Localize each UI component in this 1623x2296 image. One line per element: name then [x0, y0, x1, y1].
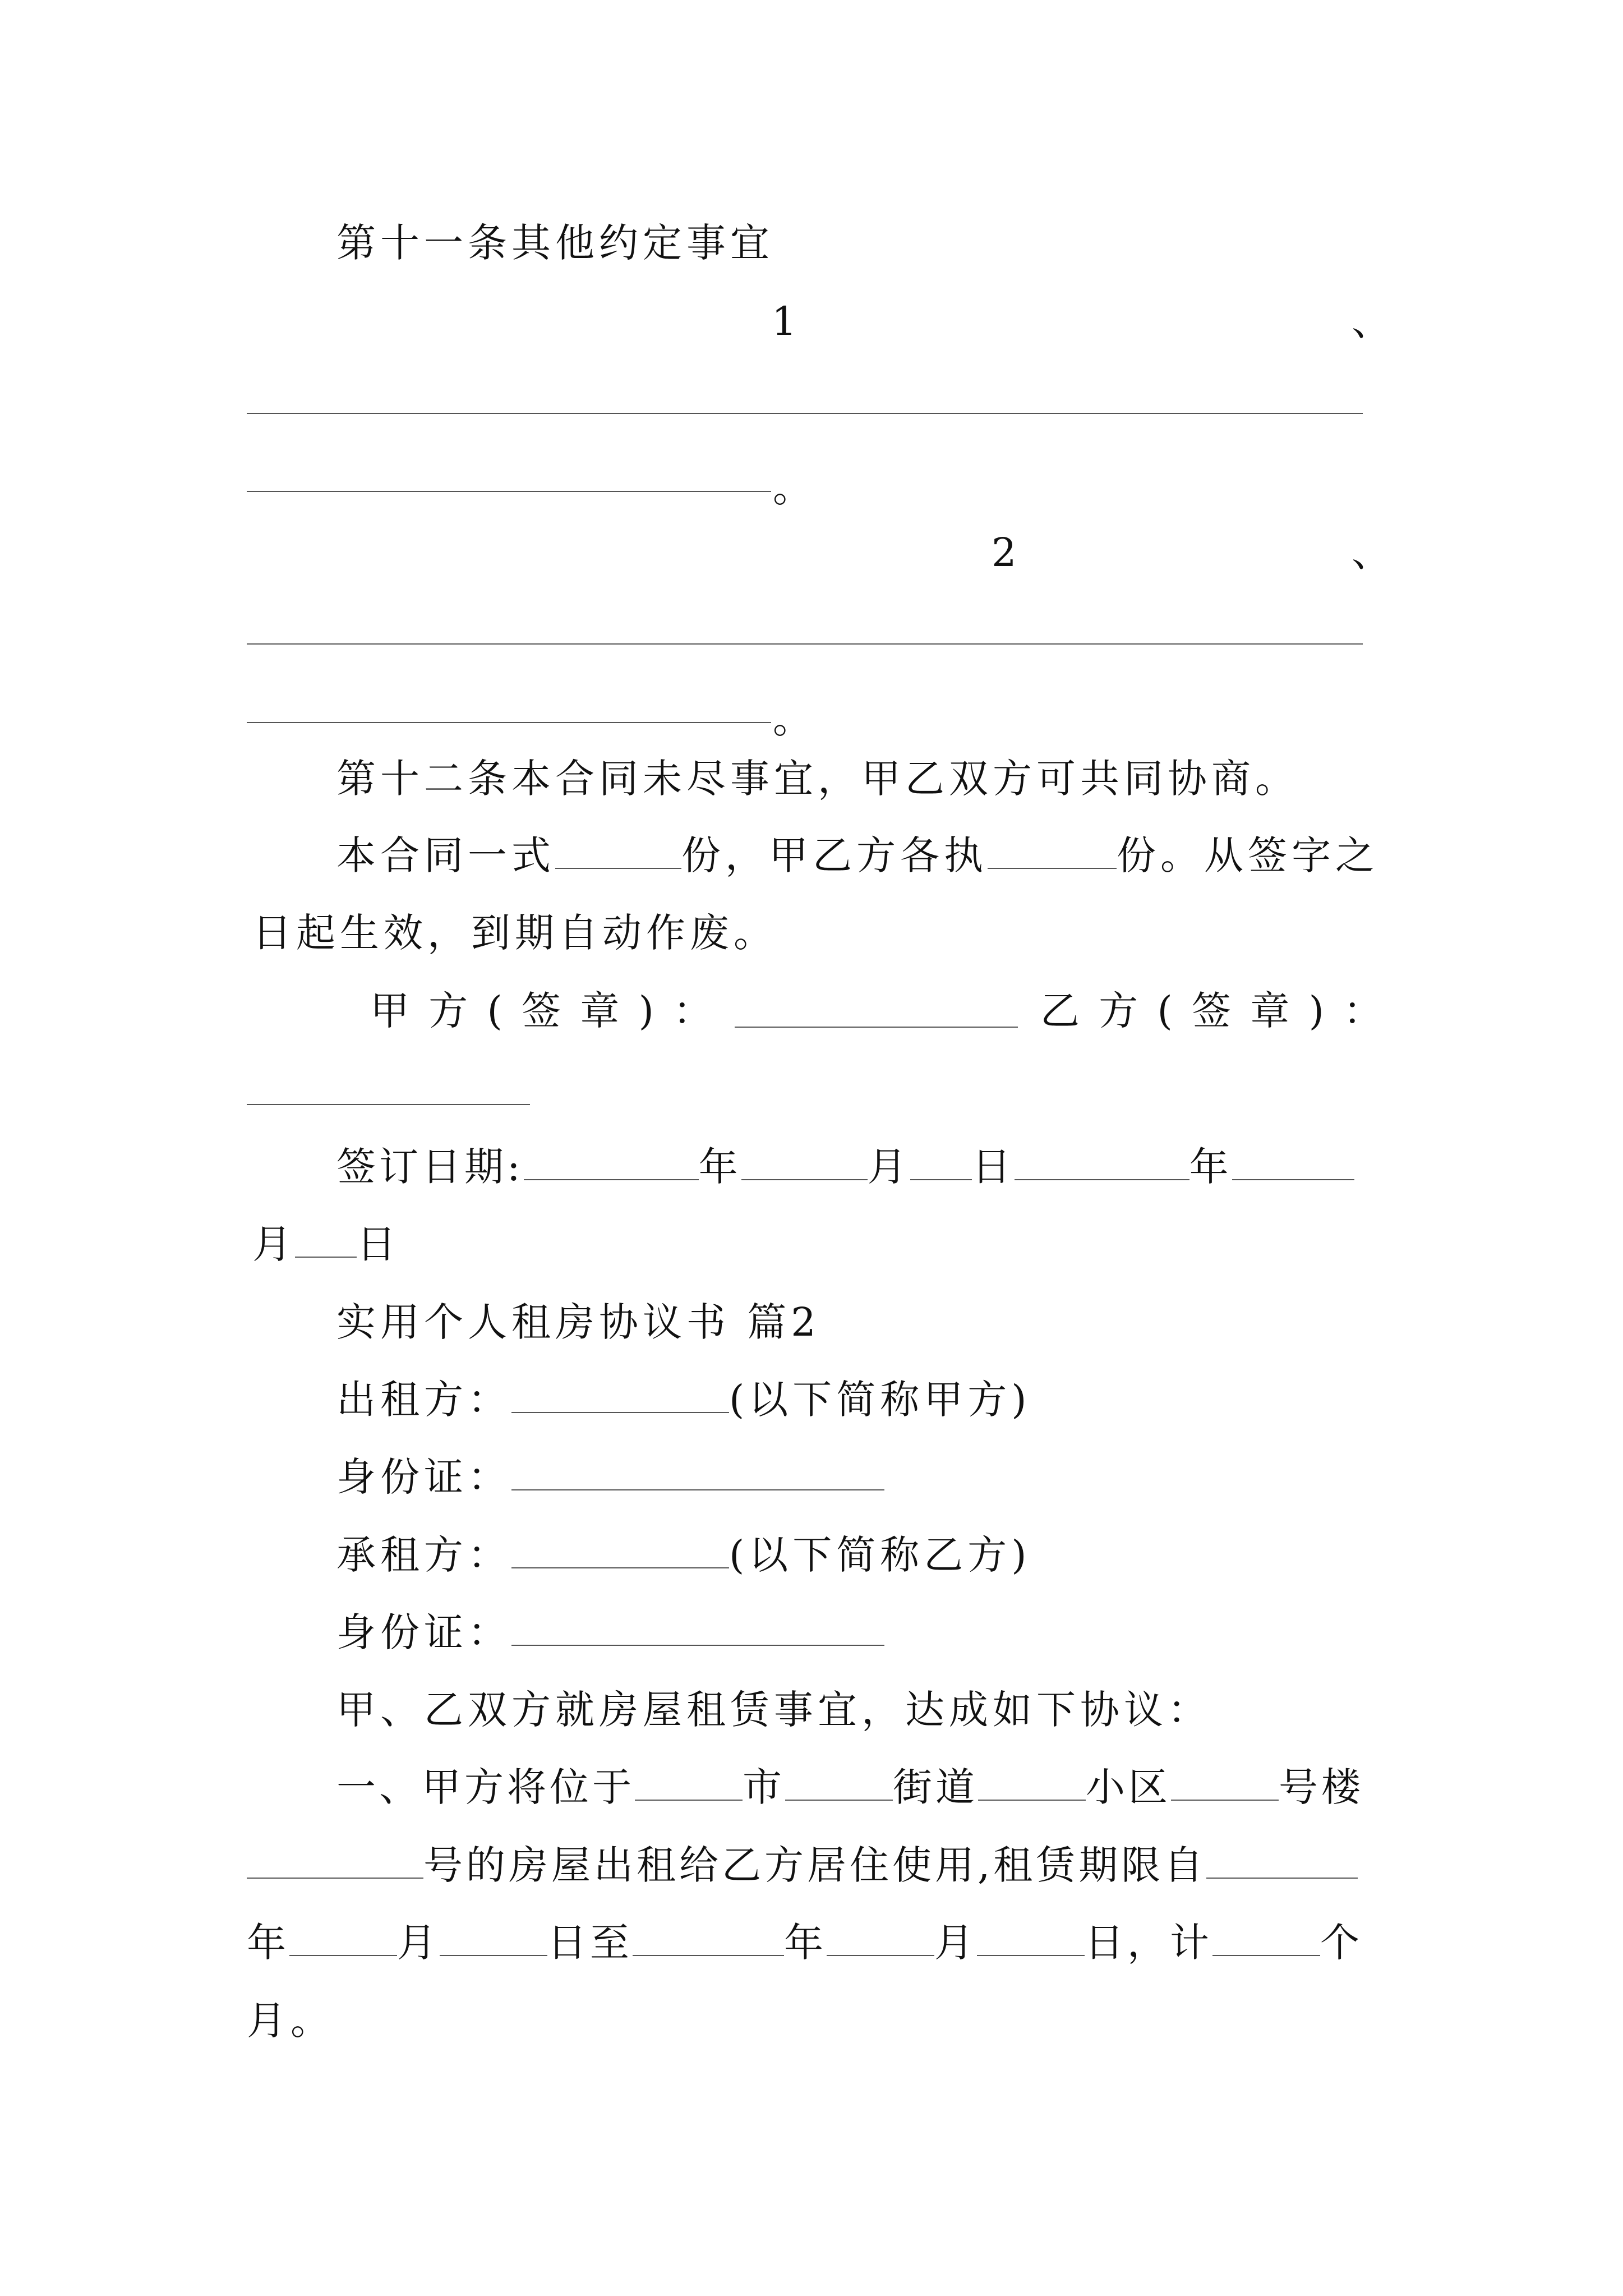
clause-1-line-3 — [247, 1915, 1363, 1971]
date-b-year: 年 — [1189, 1144, 1232, 1190]
clause-1-day-2: 日，计 — [1085, 1920, 1212, 1966]
lessee-id-blank — [511, 1610, 884, 1646]
community-blank — [978, 1765, 1086, 1801]
lessee-blank — [511, 1533, 729, 1568]
clause-1-month-1: 月 — [397, 1920, 440, 1966]
date-a-year: 年 — [698, 1144, 741, 1190]
lessee-label: 承租方： — [336, 1532, 511, 1578]
clause-1-city: 市 — [743, 1764, 785, 1810]
article-12-title: 第十二条本合同未尽事宜，甲乙双方可共同协商。 — [336, 756, 1299, 802]
duration-blank — [1212, 1920, 1320, 1956]
clause-1-year-1: 年 — [247, 1920, 289, 1966]
date-a-year-blank — [524, 1144, 699, 1180]
lessor-id-line — [336, 1449, 884, 1505]
city-blank — [635, 1765, 743, 1801]
room-blank — [247, 1843, 423, 1879]
copies-total-blank — [555, 833, 681, 869]
party-b-sign-blank — [247, 1104, 530, 1105]
item-2-end: 。 — [773, 696, 817, 742]
start-year-blank — [1206, 1843, 1358, 1879]
street-blank — [785, 1765, 893, 1801]
lessor-label: 出租方： — [336, 1377, 511, 1423]
date-b-day-blank — [295, 1222, 357, 1258]
date-a-day-blank — [910, 1144, 972, 1180]
lessor-blank — [511, 1377, 729, 1413]
item-1-fill-line-2 — [247, 491, 771, 492]
lessor-suffix: (以下简称甲方) — [729, 1377, 1031, 1423]
date-a-month-blank — [741, 1144, 868, 1180]
start-day-blank — [440, 1920, 547, 1956]
copies-text-b: 份，甲乙方各执 — [681, 832, 988, 878]
clause-1-room: 号的房屋出租给乙方居住使用,租赁期限自 — [423, 1842, 1207, 1888]
lessor-line — [336, 1372, 1031, 1428]
article-11-title: 第十一条其他约定事宜 — [336, 220, 774, 266]
lessee-id-line — [336, 1604, 884, 1660]
item-2-fill-line-2 — [247, 722, 771, 723]
copies-line — [336, 827, 1379, 884]
clause-1-community: 小区 — [1086, 1764, 1171, 1810]
date-b-day: 日 — [357, 1221, 399, 1267]
clause-1-day-to: 日至 — [547, 1920, 633, 1966]
date-a-month: 月 — [867, 1144, 910, 1190]
clause-1-month-2: 月 — [934, 1920, 977, 1966]
date-b-year-blank — [1015, 1144, 1189, 1180]
clause-1-building: 号楼 — [1279, 1764, 1364, 1810]
start-month-blank — [289, 1920, 397, 1956]
copies-line-2: 日起生效，到期自动作废。 — [252, 910, 777, 956]
item-1-end: 。 — [773, 465, 817, 511]
lessor-id-label: 身份证： — [336, 1454, 511, 1500]
agreement-intro: 甲、乙双方就房屋租赁事宜，达成如下协议： — [336, 1687, 1211, 1733]
party-b-sign-label: 乙 方 ( 签 章 ) ： — [1040, 988, 1386, 1034]
clause-1-unit: 个 — [1320, 1920, 1363, 1966]
end-day-blank — [977, 1920, 1085, 1956]
end-month-blank — [827, 1920, 934, 1956]
lessee-id-label: 身份证： — [336, 1609, 511, 1655]
clause-1-year-2: 年 — [784, 1920, 827, 1966]
clause-1-line-1 — [336, 1759, 1364, 1815]
clause-1-text-a: 一、甲方将位于 — [336, 1764, 635, 1810]
date-a-day: 日 — [971, 1144, 1015, 1190]
clause-1-street: 街道 — [893, 1764, 978, 1810]
section-2-heading: 实用个人租房协议书 篇2 — [336, 1299, 820, 1345]
lessee-line — [336, 1527, 1031, 1583]
lessee-suffix: (以下简称乙方) — [729, 1532, 1031, 1578]
item-2-fill-line — [247, 643, 1363, 645]
item-2-separator: 、 — [1352, 530, 1391, 576]
sign-date-line-2 — [252, 1216, 399, 1272]
copies-each-blank — [988, 833, 1117, 869]
copies-text-a: 本合同一式 — [336, 832, 555, 878]
clause-1-line-2 — [247, 1837, 1358, 1893]
party-a-sign-label: 甲 方 ( 签 章 ) ： — [370, 988, 716, 1034]
clause-1-line-4: 月。 — [247, 1998, 334, 2044]
item-1-separator: 、 — [1352, 298, 1391, 344]
end-year-blank — [633, 1920, 784, 1956]
lessor-id-blank — [511, 1455, 884, 1490]
item-1-fill-line — [247, 413, 1363, 414]
building-blank — [1171, 1765, 1279, 1801]
date-b-month: 月 — [252, 1221, 295, 1267]
date-b-month-blank — [1232, 1144, 1354, 1180]
sign-date-label: 签订日期: — [336, 1144, 524, 1190]
sign-date-line — [336, 1139, 1354, 1195]
copies-text-c: 份。从签字之 — [1117, 832, 1379, 878]
item-2-number: 2 — [992, 530, 1017, 576]
party-a-sign-blank — [735, 1027, 1018, 1028]
item-1-number: 1 — [772, 298, 797, 344]
